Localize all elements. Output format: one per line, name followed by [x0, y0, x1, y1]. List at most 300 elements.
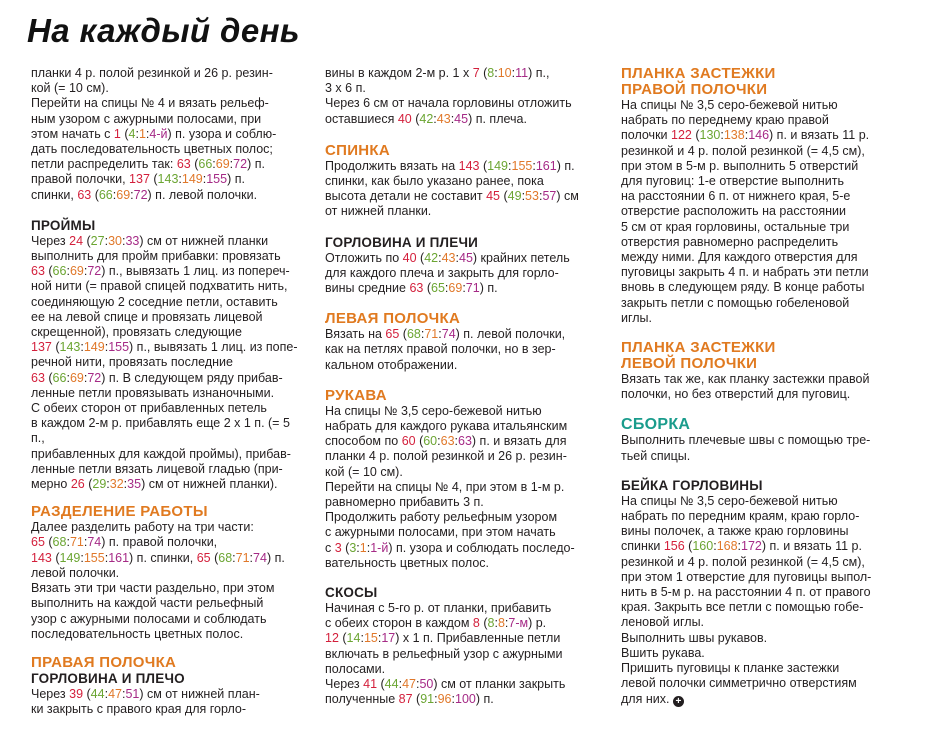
- text-run: прибавленных для каждой проймы), прибав-: [31, 446, 291, 461]
- text-line: [621, 555, 904, 570]
- text-line: [621, 204, 904, 219]
- size-value: 69: [215, 157, 230, 172]
- size-value: 74: [87, 535, 102, 550]
- text-line: [621, 600, 904, 615]
- text-run: :: [229, 157, 234, 172]
- size-value: 53: [525, 189, 539, 204]
- size-value: 66: [198, 157, 213, 172]
- size-value: 63: [458, 434, 472, 449]
- text-line: [31, 447, 299, 462]
- text-run: :: [420, 327, 425, 342]
- size-value: 143: [458, 158, 480, 173]
- size-value: 155: [206, 172, 228, 187]
- text-block: [325, 601, 587, 707]
- size-value: 66: [98, 187, 113, 202]
- text-run: тьей спицы.: [621, 448, 691, 463]
- text-line: [325, 495, 587, 510]
- size-value: 65: [431, 281, 445, 296]
- text-run: ной нити (= правой спицей подхватить нить,: [31, 279, 288, 294]
- column-3: [621, 66, 904, 707]
- text-run: (: [412, 692, 421, 707]
- size-value: 143: [59, 340, 81, 355]
- text-run: Перейти на спицы № 4, при этом в 1-м р.: [325, 479, 565, 494]
- size-value: 69: [116, 187, 131, 202]
- text-run: :: [444, 281, 449, 296]
- size-value: 30: [108, 233, 122, 248]
- size-value: 12: [325, 631, 339, 646]
- text-run: Через: [31, 233, 70, 248]
- text-run: :: [451, 692, 455, 707]
- size-value: 68: [406, 327, 421, 342]
- text-run: На спицы № 3,5 серо-бежевой нитью: [325, 403, 542, 418]
- size-value: 4-й: [149, 126, 168, 141]
- text-run: :: [232, 550, 236, 565]
- size-value: 66: [52, 264, 67, 279]
- text-run: :: [202, 172, 207, 187]
- size-value: 155: [83, 550, 105, 565]
- size-value: 39: [69, 686, 84, 701]
- text-line: [31, 172, 299, 187]
- text-line: [31, 386, 299, 401]
- text-run: резинкой и 4 р. полой резинкой (= 4,5 см),: [621, 143, 865, 158]
- text-run: :: [356, 540, 360, 555]
- text-run: полочки: [621, 128, 671, 143]
- text-run: полочки, но без отверстий для пуговиц.: [621, 387, 851, 402]
- text-run: :: [104, 340, 109, 355]
- text-line: [325, 556, 587, 571]
- text-line: [31, 310, 299, 325]
- size-value: 63: [77, 187, 92, 202]
- text-line: [31, 596, 299, 611]
- text-run: Вшить рукава.: [621, 645, 705, 660]
- text-run: :: [130, 187, 134, 202]
- text-line: [31, 355, 299, 370]
- size-value: 71: [69, 535, 84, 550]
- text-line: [621, 676, 904, 691]
- text-run: Через 6 см от начала горловины отложить: [325, 96, 572, 111]
- text-block: [31, 66, 299, 203]
- size-value: 137: [31, 340, 52, 355]
- text-run: Выполнить швы рукавов.: [621, 630, 768, 645]
- section-heading-left-placket: ПЛАНКА ЗАСТЕЖКИ: [621, 339, 776, 357]
- text-run: :: [366, 540, 371, 555]
- text-line: [621, 265, 904, 280]
- text-run: (: [423, 281, 432, 296]
- text-run: ки закрыть с правого края для горло-: [31, 702, 247, 717]
- text-run: ) п.: [556, 158, 575, 173]
- size-value: 72: [87, 264, 102, 279]
- size-value: 60: [423, 434, 438, 449]
- text-line: [325, 327, 587, 342]
- size-value: 57: [542, 189, 557, 204]
- text-line: [325, 66, 587, 81]
- text-run: с ажурными полосами, при этом начать: [325, 525, 556, 540]
- size-value: 65: [385, 327, 400, 342]
- text-run: :: [83, 264, 88, 279]
- text-run: закрыть петли с помощью гобеленовой: [621, 295, 850, 310]
- text-line: [31, 142, 299, 157]
- text-line: [31, 520, 299, 535]
- size-value: 11: [515, 66, 529, 80]
- text-run: ленные петли вязать лицевой гладью (при-: [31, 461, 283, 476]
- size-value: 10: [497, 66, 512, 80]
- size-value: 27: [90, 233, 105, 248]
- size-value: 66: [52, 370, 67, 385]
- text-run: (: [210, 550, 219, 565]
- text-line: [621, 296, 904, 311]
- text-run: между ними. Для каждого отверстия для: [621, 250, 858, 265]
- size-value: 149: [83, 340, 105, 355]
- size-value: 137: [129, 172, 150, 187]
- text-line: [325, 419, 587, 434]
- text-run: выполнить для пройм прибавки: провязать: [31, 249, 281, 264]
- text-run: (: [691, 128, 700, 143]
- text-line: [31, 416, 299, 446]
- text-line: [31, 66, 299, 81]
- text-run: Вязать эти три части раздельно, при этом: [31, 581, 275, 596]
- text-line: [325, 174, 587, 189]
- text-run: Через: [325, 677, 364, 692]
- text-line: [325, 434, 587, 449]
- text-run: нить в 5-м р. на расстоянии 4 п. от правого: [621, 585, 871, 600]
- size-value: 14: [346, 631, 361, 646]
- text-run: при этом 1 отверстие для пуговицы выпол-: [621, 569, 872, 584]
- text-run: На спицы № 3,5 серо-бежевой нитью: [621, 98, 838, 112]
- text-line: [31, 401, 299, 416]
- text-line: [621, 692, 904, 707]
- size-value: 42: [424, 250, 439, 265]
- text-run: высота детали не составит: [325, 189, 487, 204]
- text-line: [325, 189, 587, 204]
- size-value: 68: [218, 550, 233, 565]
- text-run: :: [415, 677, 420, 692]
- text-run: ее на левой спице и провязать лицевой: [31, 309, 263, 324]
- text-line: [621, 646, 904, 661]
- text-run: дать последовательность цветных полос;: [31, 142, 273, 157]
- text-line: [325, 677, 587, 692]
- text-line: [31, 157, 299, 172]
- text-run: С обеих сторон от прибавленных петель: [31, 401, 267, 416]
- text-run: спинки,: [31, 187, 78, 202]
- text-line: [31, 81, 299, 96]
- text-run: правой полочки,: [31, 172, 130, 187]
- text-run: Перейти на спицы № 4 и вязать рельеф-: [31, 96, 269, 111]
- text-line: [621, 128, 904, 143]
- text-run: ) см от нижней планки).: [141, 477, 278, 492]
- text-run: :: [521, 189, 526, 204]
- text-line: [621, 113, 904, 128]
- text-run: 5 см от края горловины, остальные три: [621, 219, 850, 234]
- text-run: ) п.: [266, 550, 285, 565]
- text-line: [31, 462, 299, 477]
- text-run: набрать по передним краям, краю горло-: [621, 509, 860, 524]
- size-value: 130: [699, 128, 721, 143]
- size-value: 146: [748, 128, 770, 143]
- text-run: :: [454, 434, 459, 449]
- text-run: выполнить на каждой части рельефный: [31, 596, 264, 611]
- text-run: ) см от нижней планки: [139, 233, 269, 248]
- text-run: :: [511, 66, 516, 80]
- text-run: края. Закрыть все петли с помощью гобе-: [621, 600, 864, 615]
- text-run: :: [83, 535, 88, 550]
- text-line: [621, 494, 904, 509]
- text-line: [621, 250, 904, 265]
- text-block: [621, 372, 904, 402]
- size-value: 149: [181, 172, 203, 187]
- text-line: [31, 612, 299, 627]
- text-run: ) п. В следующем ряду прибав-: [101, 370, 283, 385]
- text-line: [325, 692, 587, 707]
- text-block: [621, 98, 904, 326]
- size-value: 4: [128, 126, 136, 141]
- text-run: петли распределить так:: [31, 157, 177, 172]
- text-run: :: [508, 158, 512, 173]
- text-line: [621, 311, 904, 326]
- text-run: ) п. спинки,: [129, 550, 197, 565]
- text-run: :: [462, 281, 466, 296]
- size-value: 24: [69, 233, 84, 248]
- text-run: ленные петли провязывать изнаночными.: [31, 385, 275, 400]
- size-value: 50: [419, 677, 434, 692]
- text-run: (: [479, 66, 488, 80]
- text-run: :: [212, 157, 216, 172]
- text-run: для каждого плеча и закрыть для горло-: [325, 265, 559, 280]
- text-run: :: [455, 250, 459, 265]
- text-run: (: [83, 233, 91, 248]
- text-line: [325, 342, 587, 357]
- text-run: ) п. левой полочки,: [455, 327, 566, 342]
- text-run: :: [112, 187, 117, 202]
- size-value: 1: [113, 126, 121, 141]
- text-run: как на петлях правой полочки, но в зер-: [325, 342, 556, 357]
- text-line: [325, 480, 587, 495]
- text-run: :: [106, 477, 110, 492]
- text-run: отверстия равномерно распределить: [621, 234, 839, 249]
- text-run: ) п. плеча.: [468, 111, 527, 126]
- text-line: [325, 159, 587, 174]
- text-run: :: [145, 126, 150, 141]
- text-run: (: [83, 686, 91, 701]
- text-run: ) см: [556, 189, 579, 204]
- size-value: 63: [176, 157, 191, 172]
- size-value: 63: [409, 281, 424, 296]
- text-run: при этом в 5-м р. выполнить 5 отверстий: [621, 158, 859, 173]
- text-run: ) п.,: [528, 66, 550, 80]
- size-value: 63: [31, 370, 45, 385]
- text-line: [325, 404, 587, 419]
- text-run: (: [500, 189, 508, 204]
- text-block: [31, 234, 299, 492]
- text-run: (: [44, 370, 53, 385]
- size-value: 143: [31, 550, 52, 565]
- size-value: 69: [69, 370, 84, 385]
- text-run: (: [377, 677, 385, 692]
- size-value: 41: [363, 677, 378, 692]
- text-line: [621, 509, 904, 524]
- text-run: :: [80, 550, 84, 565]
- text-run: спинки, как было указано ранее, пока: [325, 174, 544, 189]
- size-value: 96: [437, 692, 452, 707]
- text-line: [325, 81, 587, 96]
- text-run: левой полочки симметрично отверстиям: [621, 676, 857, 691]
- text-run: полученные: [325, 692, 399, 707]
- text-run: (: [479, 616, 488, 631]
- text-run: :: [83, 370, 88, 385]
- text-run: (: [84, 477, 93, 492]
- text-run: :: [438, 250, 442, 265]
- text-run: кальном отображении.: [325, 357, 458, 372]
- text-run: :: [66, 264, 70, 279]
- section-heading-left-placket-line2: ЛЕВОЙ ПОЛОЧКИ: [621, 355, 758, 373]
- size-value: 155: [511, 158, 533, 173]
- text-block: [325, 327, 587, 373]
- text-run: с обеих сторон в каждом: [325, 616, 473, 631]
- text-block: [325, 66, 587, 127]
- text-run: Через: [31, 686, 70, 701]
- text-run: левой полочки.: [31, 565, 120, 580]
- text-line: [621, 585, 904, 600]
- size-value: 138: [723, 128, 745, 143]
- size-value: 7-м: [508, 616, 529, 631]
- text-run: иглы.: [621, 310, 653, 325]
- text-line: [31, 687, 299, 702]
- text-run: (: [341, 540, 350, 555]
- text-run: последовательность цветных полос.: [31, 626, 244, 641]
- size-value: 29: [92, 477, 107, 492]
- text-line: [621, 372, 904, 387]
- text-line: [325, 525, 587, 540]
- text-run: вательность цветных полос.: [325, 555, 490, 570]
- text-run: 3 х 6 п.: [325, 81, 366, 96]
- size-value: 60: [401, 434, 416, 449]
- text-run: (: [190, 157, 199, 172]
- text-run: в каждом 2-м р. прибавлять еще 2 х 1 п. (= 5 п.,: [31, 416, 290, 446]
- text-run: полосами.: [325, 661, 386, 676]
- text-run: :: [494, 616, 498, 631]
- text-run: :: [744, 128, 749, 143]
- text-block: [621, 433, 904, 463]
- text-line: [621, 615, 904, 630]
- text-run: этом начать с: [31, 126, 114, 141]
- text-run: ) п. и вязать для: [471, 434, 567, 449]
- text-run: (: [120, 126, 129, 141]
- text-line: [31, 566, 299, 581]
- text-run: леновой иглы.: [621, 615, 705, 630]
- text-run: от нижней планки.: [325, 204, 432, 219]
- size-value: 8: [487, 66, 495, 80]
- text-line: [621, 144, 904, 159]
- text-run: ным узором с ажурными полосами, при: [31, 111, 262, 126]
- text-run: Пришить пуговицы к планке застежки: [621, 661, 840, 676]
- size-value: 44: [90, 686, 105, 701]
- size-value: 74: [253, 550, 267, 565]
- text-run: :: [504, 616, 509, 631]
- text-run: ) п. и вязать 11 р.: [769, 128, 870, 143]
- text-run: :: [494, 66, 498, 80]
- size-value: 15: [363, 631, 378, 646]
- size-value: 44: [384, 677, 399, 692]
- size-value: 68: [52, 535, 67, 550]
- text-run: Продолжить вязать на: [325, 158, 459, 173]
- text-run: ) см от планки закрыть: [433, 677, 566, 692]
- size-value: 69: [448, 281, 463, 296]
- text-run: отверстие расположить на расстоянии: [621, 204, 846, 219]
- size-value: 100: [455, 692, 476, 707]
- text-line: [31, 112, 299, 127]
- text-line: [325, 266, 587, 281]
- text-run: Вязать так же, как планку застежки правой: [621, 372, 870, 387]
- subsection-heading-neck-shoulder: ГОРЛОВИНА И ПЛЕЧО: [31, 670, 185, 686]
- text-run: :: [123, 477, 128, 492]
- text-run: вины средние: [325, 281, 410, 296]
- text-run: скрещенной), провязать следующие: [31, 325, 242, 340]
- text-run: набрать по переднему краю правой: [621, 113, 829, 128]
- text-line: [31, 234, 299, 249]
- size-value: 1-й: [370, 540, 389, 555]
- text-run: ) п.: [475, 692, 494, 707]
- text-line: [621, 449, 904, 464]
- text-run: :: [135, 126, 139, 141]
- section-heading-division: РАЗДЕЛЕНИЕ РАБОТЫ: [31, 503, 208, 521]
- size-value: 40: [397, 111, 412, 126]
- text-run: :: [450, 111, 455, 126]
- text-line: [325, 449, 587, 464]
- text-line: [31, 264, 299, 279]
- text-block: [325, 159, 587, 220]
- text-line: [31, 371, 299, 386]
- size-value: 43: [441, 250, 456, 265]
- size-value: 72: [133, 187, 148, 202]
- text-run: :: [66, 370, 70, 385]
- text-line: [325, 631, 587, 646]
- section-heading-neck-shoulders: ГОРЛОВИНА И ПЛЕЧИ: [325, 234, 479, 250]
- text-line: [621, 661, 904, 676]
- size-value: 42: [419, 111, 434, 126]
- text-run: оставшиеся: [325, 111, 398, 126]
- section-heading-sleeves: РУКАВА: [325, 386, 387, 404]
- text-run: :: [434, 692, 438, 707]
- text-run: (: [51, 340, 60, 355]
- size-value: 32: [109, 477, 124, 492]
- section-heading-left-front: ЛЕВАЯ ПОЛОЧКА: [325, 310, 461, 328]
- text-line: [325, 358, 587, 373]
- size-value: 72: [87, 370, 102, 385]
- section-heading-right-placket: ПЛАНКА ЗАСТЕЖКИ: [621, 65, 776, 82]
- size-value: 161: [535, 158, 557, 173]
- size-value: 1: [359, 540, 367, 555]
- text-line: [621, 570, 904, 585]
- size-value: 3: [349, 540, 357, 555]
- section-heading-back: СПИНКА: [325, 141, 391, 159]
- text-block: [31, 520, 299, 642]
- text-run: ) п. узора и соблю-: [167, 126, 277, 141]
- size-value: 63: [31, 264, 45, 279]
- text-run: (: [416, 250, 425, 265]
- text-run: набрать для каждого рукава итальянским: [325, 419, 568, 434]
- size-value: 161: [108, 550, 130, 565]
- text-run: равномерно прибавить 3 п.: [325, 495, 484, 510]
- size-value: 43: [436, 111, 451, 126]
- text-run: :: [121, 686, 126, 701]
- text-run: Отложить по: [325, 250, 403, 265]
- text-run: планки 4 р. полой резинкой и 26 р. резин-: [325, 449, 567, 464]
- text-line: [621, 159, 904, 174]
- text-line: [325, 96, 587, 111]
- text-line: [325, 251, 587, 266]
- text-line: [325, 112, 587, 127]
- text-line: [325, 510, 587, 525]
- text-run: на расстоянии 6 п. от нижнего края, 5-е: [621, 189, 851, 204]
